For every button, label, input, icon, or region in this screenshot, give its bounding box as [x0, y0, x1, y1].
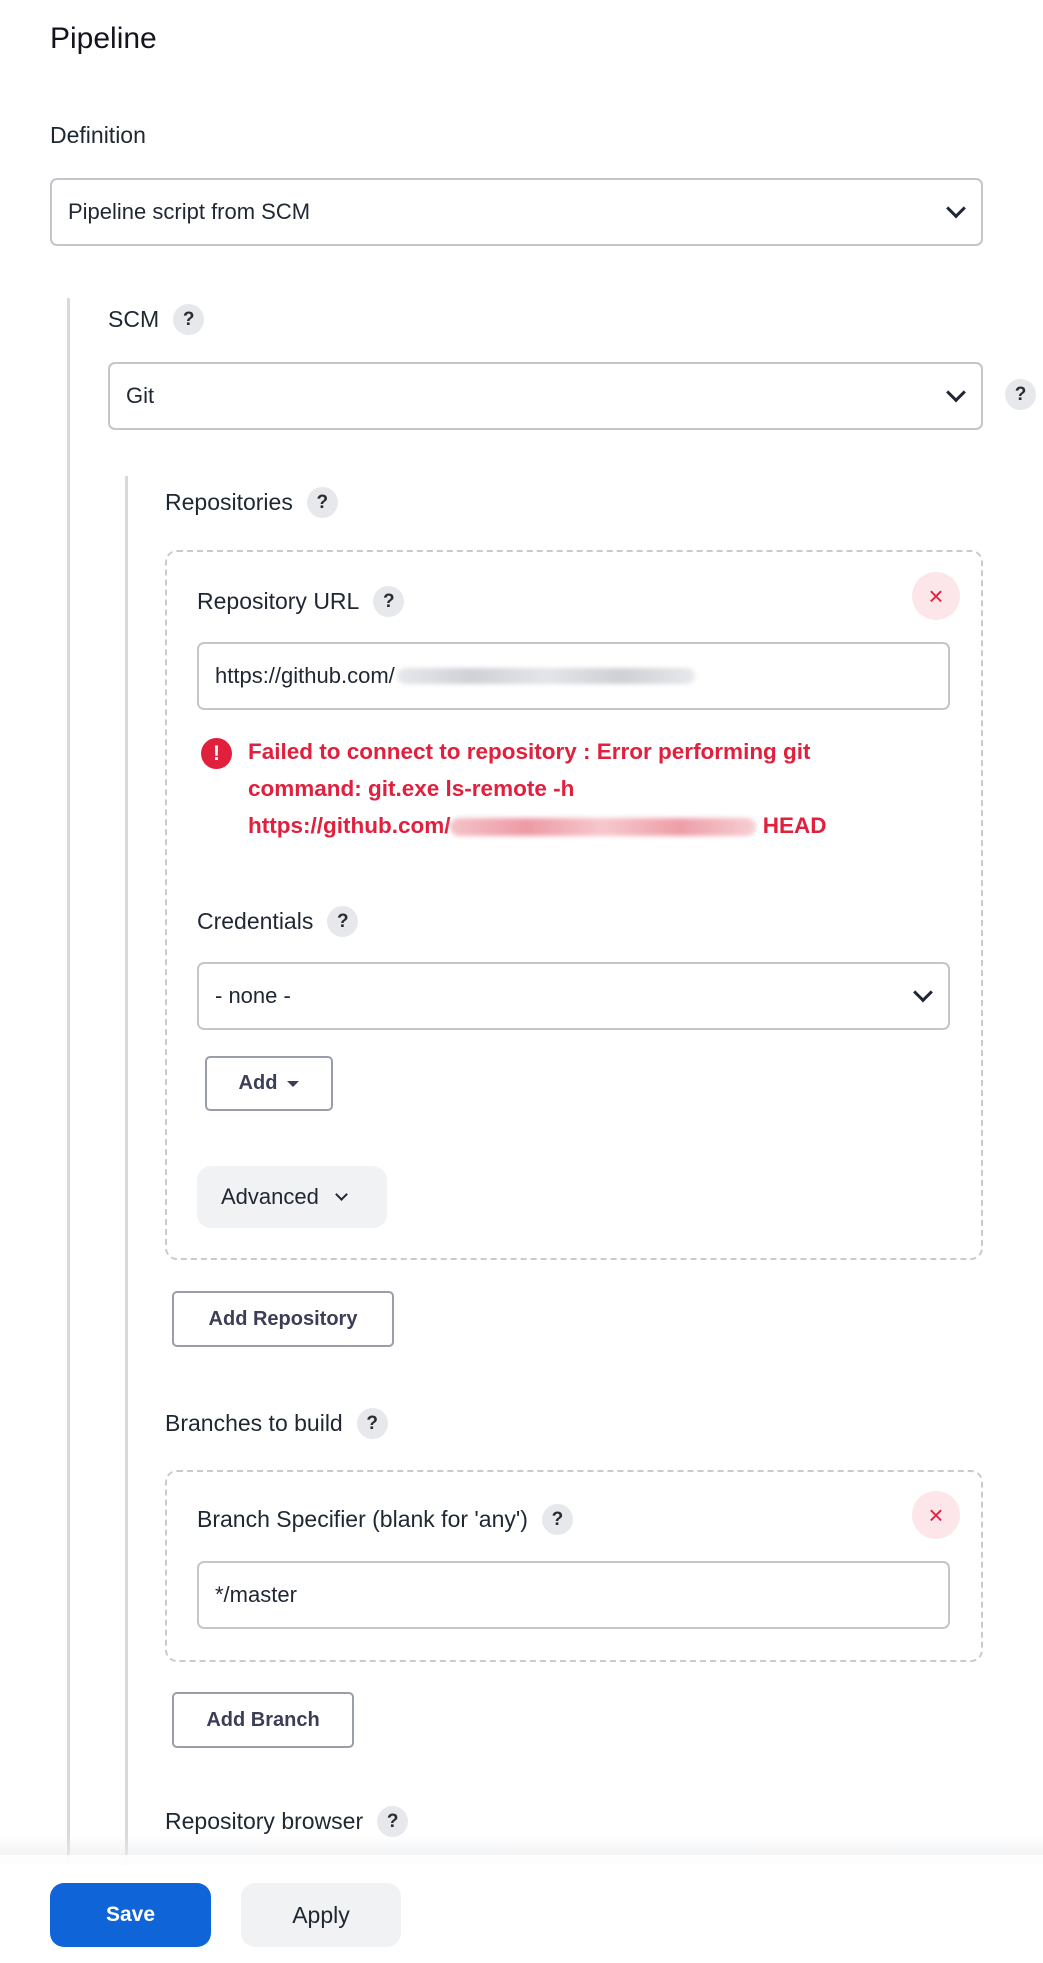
- remove-repository-button[interactable]: [912, 572, 960, 620]
- add-credentials-button[interactable]: [205, 1056, 333, 1111]
- repository-url-input[interactable]: [197, 642, 950, 710]
- redacted-repository-path: [397, 668, 695, 684]
- error-line-1: Failed to connect to repository : Error performing git: [248, 739, 811, 764]
- repository-url-label: [197, 586, 404, 617]
- section-title: Pipeline: [50, 22, 157, 55]
- scm-label-text: SCM: [108, 306, 160, 332]
- credentials-select[interactable]: [197, 962, 950, 1030]
- scm-indent-line: [67, 298, 70, 1863]
- error-line-3: [201, 807, 981, 844]
- branches-label-text: Branches to build: [165, 1410, 343, 1436]
- repository-browser-label-text: Repository browser: [165, 1808, 364, 1834]
- caret-down-icon: [287, 1081, 299, 1087]
- error-icon: !: [201, 738, 232, 769]
- repositories-help-icon[interactable]: ?: [307, 487, 338, 518]
- scm-help-icon[interactable]: ?: [173, 304, 204, 335]
- repository-browser-help-icon[interactable]: ?: [377, 1806, 408, 1837]
- repository-error-message: [201, 733, 981, 844]
- error-url-suffix: HEAD: [762, 813, 827, 838]
- add-branch-button[interactable]: [172, 1692, 354, 1748]
- add-repository-label: Add Repository: [208, 1307, 358, 1330]
- definition-label-text: Definition: [50, 122, 146, 148]
- error-url-prefix: https://github.com/: [248, 813, 451, 838]
- remove-branch-button[interactable]: [912, 1491, 960, 1539]
- apply-button[interactable]: Apply: [241, 1883, 401, 1947]
- advanced-label: Advanced: [221, 1184, 319, 1209]
- repositories-label: [165, 487, 338, 518]
- add-repository-button[interactable]: [172, 1291, 394, 1347]
- redacted-error-url: [450, 818, 756, 836]
- repository-url-help-icon[interactable]: ?: [373, 586, 404, 617]
- credentials-label-text: Credentials: [197, 908, 314, 934]
- chevron-down-icon: [335, 1188, 348, 1201]
- chevron-down-icon: [913, 983, 933, 1003]
- repository-url-label-text: Repository URL: [197, 588, 360, 614]
- branch-specifier-help-icon[interactable]: ?: [542, 1504, 573, 1535]
- scm-select[interactable]: [108, 362, 983, 430]
- repository-url-value: https://github.com/: [215, 663, 395, 688]
- branches-label: [165, 1408, 388, 1439]
- branches-help-icon[interactable]: ?: [357, 1408, 388, 1439]
- repository-browser-label: [165, 1806, 408, 1837]
- advanced-button[interactable]: [197, 1166, 387, 1228]
- credentials-label: [197, 906, 358, 937]
- git-indent-line: [125, 476, 128, 1866]
- save-button[interactable]: Save: [50, 1883, 211, 1947]
- credentials-help-icon[interactable]: ?: [327, 906, 358, 937]
- branch-specifier-input[interactable]: [197, 1561, 950, 1629]
- add-credentials-label: Add: [238, 1072, 278, 1094]
- error-line-2: command: git.exe ls-remote -h: [248, 776, 575, 801]
- chevron-down-icon: [946, 383, 966, 403]
- branch-specifier-label: [197, 1504, 573, 1535]
- add-branch-label: Add Branch: [206, 1708, 320, 1731]
- close-icon: ×: [928, 1499, 944, 1530]
- credentials-selected-value: - none -: [215, 983, 291, 1008]
- close-icon: ×: [928, 580, 944, 611]
- repositories-label-text: Repositories: [165, 489, 293, 515]
- scm-side-help-icon[interactable]: ?: [1005, 379, 1036, 410]
- scm-label: [108, 304, 204, 335]
- branch-specifier-value: */master: [215, 1582, 297, 1607]
- branch-specifier-label-text: Branch Specifier (blank for 'any'): [197, 1506, 528, 1532]
- definition-selected-value: Pipeline script from SCM: [68, 199, 311, 224]
- scm-selected-value: Git: [126, 383, 155, 408]
- definition-select[interactable]: [50, 178, 983, 246]
- chevron-down-icon: [946, 199, 966, 219]
- definition-label: [50, 122, 146, 149]
